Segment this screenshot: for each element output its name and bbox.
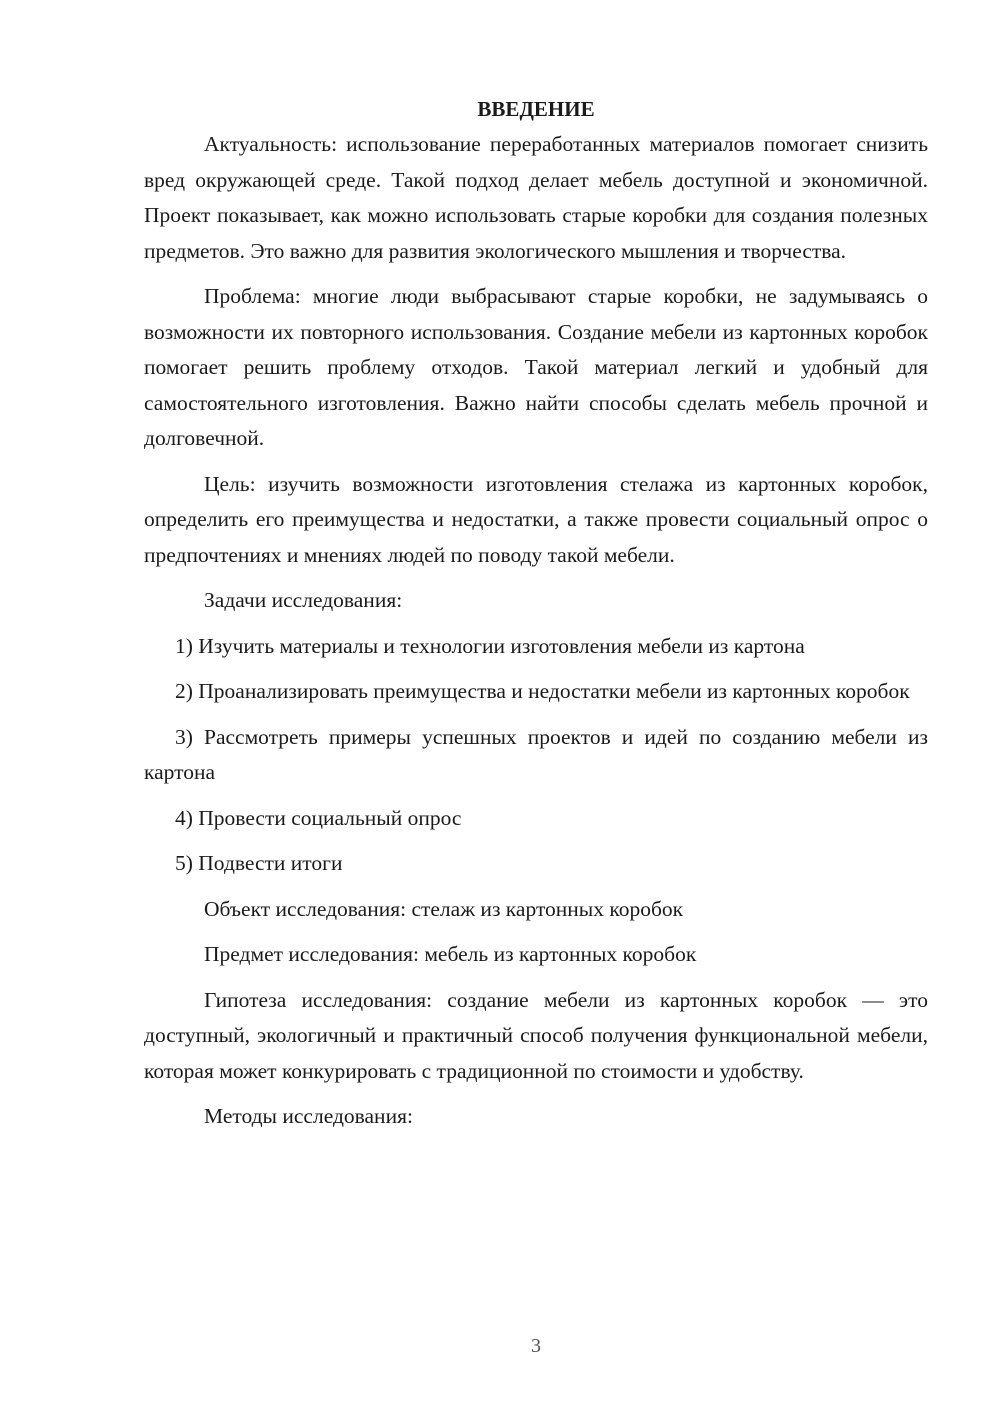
relevance-paragraph: Актуальность: использование переработанных материалов помогает снизить вред окружающей среде. Такой подход делает мебель доступной и экономичной. Проект показывает, как можно использовать старые коробки для создания полезных предметов. Это важно для развития экологического мышления и творчества. [144, 132, 928, 263]
problem-paragraph: Проблема: многие люди выбрасывают старые коробки, не задумываясь о возможности их повторного использования. Создание мебели из картонных коробок помогает решить проблему отходов. Такой материал легкий и удобный для самостоятельного изготовления. Важно найти способы сделать мебель прочной и долговечной. [144, 284, 928, 450]
methods-heading: Методы исследования: [204, 1104, 413, 1128]
task-item-5: 5) Подвести итоги [175, 851, 343, 875]
page-number: 3 [531, 1335, 541, 1357]
research-object: Объект исследования: стелаж из картонных коробок [204, 896, 684, 921]
page-title: ВВЕДЕНИЕ [477, 97, 595, 121]
research-subject: Предмет исследования: мебель из картонных коробок [204, 942, 697, 966]
tasks-heading: Задачи исследования: [204, 588, 403, 612]
task-item-2: 2) Проанализировать преимущества и недостатки мебели из картонных коробок [175, 679, 910, 703]
hypothesis-paragraph: Гипотеза исследования: создание мебели из картонных коробок — это доступный, экологичный и практичный способ получения функциональной мебели, которая может конкурировать с традиционной по стоимости и удобству. [144, 987, 928, 1083]
task-item-3: 3) Рассмотреть примеры успешных проектов и идей по созданию мебели из картона [144, 724, 928, 784]
page-body [144, 92, 928, 1145]
task-item-4: 4) Провести социальный опрос [175, 805, 462, 830]
task-item-1: 1) Изучить материалы и технологии изготовления мебели из картона [175, 633, 805, 658]
goal-paragraph: Цель: изучить возможности изготовления стелажа из картонных коробок, определить его преимущества и недостатки, а также провести социальный опрос о предпочтениях и мнениях людей по поводу такой мебели. [144, 471, 928, 567]
